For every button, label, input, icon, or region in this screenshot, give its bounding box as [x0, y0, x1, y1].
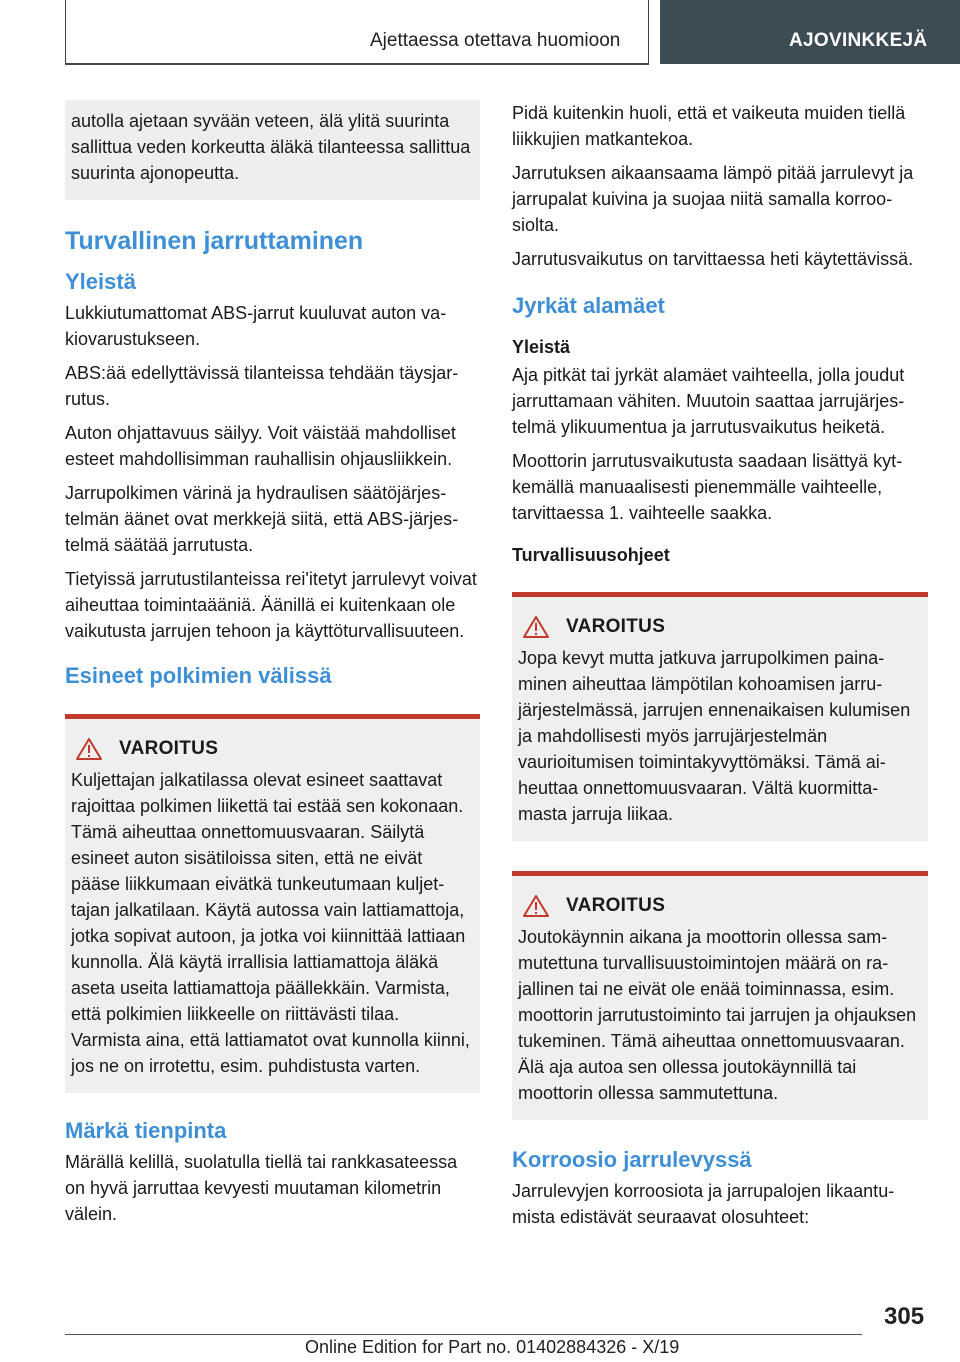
paragraph: ABS:ää edellyttävissä tilanteissa tehdään täysjarrutus.: [65, 363, 459, 409]
warning-box-1: [65, 714, 480, 1093]
intro-note-box: [65, 100, 480, 200]
chapter-label: AJOVINKKEJÄ: [789, 30, 928, 51]
header-divider-right: [648, 0, 649, 64]
paragraph: Auton ohjattavuus säilyy. Voit väistää mahdolliset esteet mahdollisimman rauhallisin ohjausliikkein.: [65, 423, 456, 469]
heading-safe-braking: Turvallinen jarruttaminen: [65, 227, 364, 255]
paragraph: Jarrutusvaikutus on tarvittaessa heti käytettävissä.: [512, 249, 914, 269]
chapter-tab: [660, 0, 960, 64]
warning-triangle-icon: [522, 615, 550, 639]
warning-text: Joutokäynnin aikana ja moottorin ollessa sammutettuna turvallisuustoimintojen määrä on rajallinen tai ne eivät ole enää toiminnassa, esim. moottorin jarrutustoiminto tai jarrujen ja ohjauksen tukeminen. Tämä aiheuttaa onnettomuusvaaran. Älä aja autoa sen ollessa joutokäynnillä tai moottorin ollessa sammutettuna.: [518, 927, 917, 1103]
heading-safety-notes: Turvallisuusohjeet: [512, 545, 670, 565]
paragraph: Lukkiutumattomat ABS-jarrut kuuluvat auton vakiovarustukseen.: [65, 303, 447, 349]
right-column: [512, 100, 928, 1238]
page-number: 305: [884, 1303, 925, 1330]
warning-box-2: [512, 592, 928, 841]
warning-label: VAROITUS: [566, 616, 666, 637]
heading-general-right: Yleistä: [512, 337, 571, 357]
heading-brake-disc-corrosion: Korroosio jarrulevyssä: [512, 1147, 752, 1172]
header-divider-left: [65, 0, 66, 64]
heading-steep-descents: Jyrkät alamäet: [512, 293, 665, 318]
paragraph: Moottorin jarrutusvaikutusta saadaan lisättyä kytkemällä manuaalisesti pienemmälle vaihteelle, tarvittaessa 1. vaihteelle saakka.: [512, 451, 903, 523]
warning-label: VAROITUS: [566, 895, 666, 916]
paragraph: Jarrulevyjen korroosiota ja jarrupalojen likaantumista edistävät seuraavat olosuhteet:: [512, 1181, 895, 1227]
warning-text: Kuljettajan jalkatilassa olevat esineet saattavat rajoittaa polkimen liikettä tai estää sen kokonaan. Tämä aiheuttaa onnettomuusvaaran. Säilytä esineet auton sisätiloissa siten, että ne eivät pääse liikkumaan eivätkä tunkeutumaan kuljettajan jalkatilaan. Käytä autossa vain lattiamattoja, jotka sopivat autoon, ja jotka voi kiinnittää lattiaan kunnolla. Älä käytä irrallisia lattiamattoja äläkä aseta useita lattiamattoja päällekkäin. Varmista, että polkimien liikkeelle on riittävästi tilaa. Varmista aina, että lattiamatot ovat kunnolla kiinni, jos ne on irrotettu, esim. puhdistusta varten.: [71, 770, 470, 1076]
left-column: [65, 100, 480, 1235]
edition-note: Online Edition for Part no. 01402884326 - X/19: [305, 1337, 680, 1357]
warning-box-3: [512, 871, 928, 1120]
paragraph: Aja pitkät tai jyrkät alamäet vaihteella, jolla joudut jarruttamaan vähiten. Muutoin saattaa jarrujärjestelmä ylikuumentua ja jarrutusvaikutus heiketä.: [512, 365, 905, 437]
section-title: Ajettaessa otettava huomioon: [370, 30, 621, 51]
header-underline: [65, 63, 649, 65]
warning-text: Jopa kevyt mutta jatkuva jarrupolkimen painaminen aiheuttaa lämpötilan kohoamisen jarrujärjestelmässä, jarrujen ennenaikaisen kulumisen ja mahdollisesti myös jarrujärjestelmän vaurioitumisen toimintakyvyttömäksi. Tämä aiheuttaa onnettomuusvaaran. Vältä kuormittamasta jarruja liikaa.: [518, 648, 911, 824]
footer-divider: [65, 1334, 862, 1335]
heading-objects-pedals: Esineet polkimien välissä: [65, 663, 332, 688]
paragraph: Tietyissä jarrutustilanteissa rei'itetyt jarrulevyt voivat aiheuttaa toimintaääniä. Äänillä ei kuitenkaan ole vaikutusta jarrujen tehoon ja käyttöturvallisuuteen.: [65, 569, 477, 641]
paragraph: Jarrutuksen aikaansaama lämpö pitää jarrulevyt ja jarrupalat kuivina ja suojaa niitä samalla korroosiolta.: [512, 163, 914, 235]
warning-triangle-icon: [75, 737, 103, 761]
warning-label: VAROITUS: [119, 738, 219, 759]
heading-general-left: Yleistä: [65, 269, 136, 294]
heading-wet-road: Märkä tienpinta: [65, 1118, 227, 1143]
paragraph: Pidä kuitenkin huoli, että et vaikeuta muiden tiellä liikkujien matkantekoa.: [512, 103, 906, 149]
paragraph: Jarrupolkimen värinä ja hydraulisen säätöjärjestelmän äänet ovat merkkejä siitä, että ABS-järjestelmä säätää jarrutusta.: [65, 483, 459, 555]
paragraph: Märällä kelillä, suolatulla tiellä tai rankkasateessa on hyvä jarruttaa kevyesti muutaman kilometrin välein.: [65, 1152, 458, 1224]
warning-triangle-icon: [522, 894, 550, 918]
intro-note-text: autolla ajetaan syvään veteen, älä ylitä suurinta sallittua veden korkeutta äläkä tilanteessa sallittua suurinta ajonopeutta.: [71, 111, 471, 183]
